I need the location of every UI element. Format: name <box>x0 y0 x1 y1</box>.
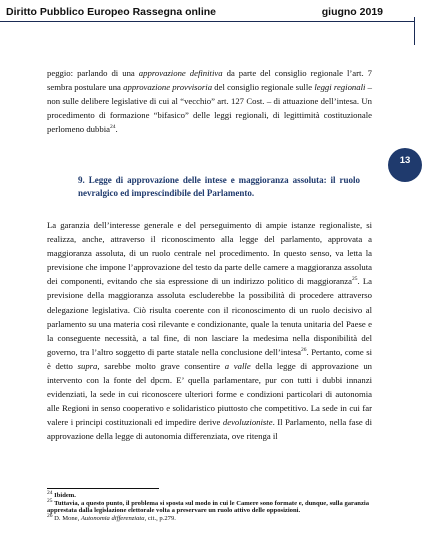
text-run: . La previsione della maggioranza assoluta escluderebbe la possibilità di procedere attraverso delegazione legislativa. Ciò risulta coerente con il riconoscimento di un ruolo decisivo al parlamento su una materia così rilevante e condizionante, quale la tenuta unitaria del Paese e la conseguente necessità, a tal fine, di non lasciare la medesima nella disponibilità del governo, tra l’altro soggetto di parte statale nella conclusione dell’intesa <box>47 276 373 357</box>
footnote-ref[interactable]: 24 <box>109 124 116 131</box>
footnote-24 <box>47 489 369 500</box>
issue-date: giugno 2019 <box>321 6 383 18</box>
footnote-25 <box>47 497 369 515</box>
italic-run: approvazione provvisoria <box>123 82 213 93</box>
body-paragraph <box>47 218 372 444</box>
page-number: 13 <box>399 155 411 166</box>
text-run: . Pertanto, come si è detto <box>47 346 372 371</box>
footnote-number: 24 <box>47 489 53 496</box>
italic-run: supra, <box>77 360 100 371</box>
footnote-text: D. Mone, <box>52 514 81 522</box>
text-run: – non sulle delibere legislative di cui al “vecchio” art. 127 Cost. – di attuazione dell’intesa. Un procedimento di formazione “bifasico” delle leggi regionali, di legittimità costituzionale perlomeno dubbia <box>47 82 372 135</box>
footnote-ref[interactable]: 25 <box>351 276 358 283</box>
text-run: . <box>115 124 118 135</box>
paragraph-continued <box>47 66 372 136</box>
header-vertical-rule <box>414 17 415 45</box>
text-run: peggio: parlando di una <box>47 68 139 78</box>
italic-run: approvazione definitiva <box>138 68 223 78</box>
footnote-ref[interactable]: 26 <box>301 346 307 353</box>
footnote-text: Tuttavia, a questo punto, il problema si sposta sul modo in cui le Camere sono formate e, dunque, sulla garanzia apprestata dalla legislazione elettorale volta a preservare un ruolo attivo delle opposizioni. <box>47 499 369 515</box>
footnote-number: 25 <box>47 497 53 504</box>
italic-run: leggi regionali <box>314 82 366 93</box>
page-number-badge <box>388 148 422 182</box>
text-run: della legge di approvazione un intervento con la fonte del dpcm. E’ quella parlamentare, pur con tutti i dubbi innanzi evidenziati, la sede in cui riconoscere ulteriori forme e condizioni particolari di autonomia alle Regioni in senso cooperativo e solidaristico piuttosto che competitivo. La sede in cui far valere i principi costituzionali ed impedire derive <box>47 360 373 428</box>
italic-run: devoluzioniste <box>222 417 273 428</box>
footnote-text: Ibidem. <box>52 492 76 499</box>
italic-run: a valle <box>224 360 251 371</box>
header-rule <box>0 21 414 22</box>
footnote-separator <box>47 488 159 489</box>
footnote-number: 26 <box>47 512 53 519</box>
text-run: La garanzia dell’interesse generale e del perseguimento di ampie istanze regionaliste, si realizza, anche, attraverso il riconoscimento alla legge del parlamento, approvata a maggioranza assoluta, di un ruolo centrale nel procedimento. In questo senso, va letta la previsione che impone l’approvazione del testo da parte delle camere a maggioranza assoluta dei componenti, evitando che sia espressione di un indirizzo politico di maggioranza <box>47 220 372 287</box>
journal-title: Diritto Pubblico Europeo Rassegna online <box>6 6 217 18</box>
text-run: del consiglio regionale sulle <box>212 82 315 93</box>
page-header <box>0 0 445 22</box>
footnote-italic: Autonomia differenziata <box>80 514 145 522</box>
text-run: da parte del consiglio regionale l’art. 7 sembra postulare una <box>47 68 372 93</box>
footnote-text: , cit., p.279. <box>144 514 176 522</box>
text-run: sarebbe molto grave consentire <box>99 360 225 371</box>
footnotes <box>47 489 369 522</box>
text-run: . Il Parlamento, nella fase di approvazione della legge di autonomia differenziata, ove ritenga il <box>47 417 373 442</box>
footnote-26 <box>47 512 369 523</box>
section-heading: 9. Legge di approvazione delle intese e maggioranza assoluta: il ruolo nevralgico ed imprescindibile del Parlamento. <box>78 175 360 198</box>
